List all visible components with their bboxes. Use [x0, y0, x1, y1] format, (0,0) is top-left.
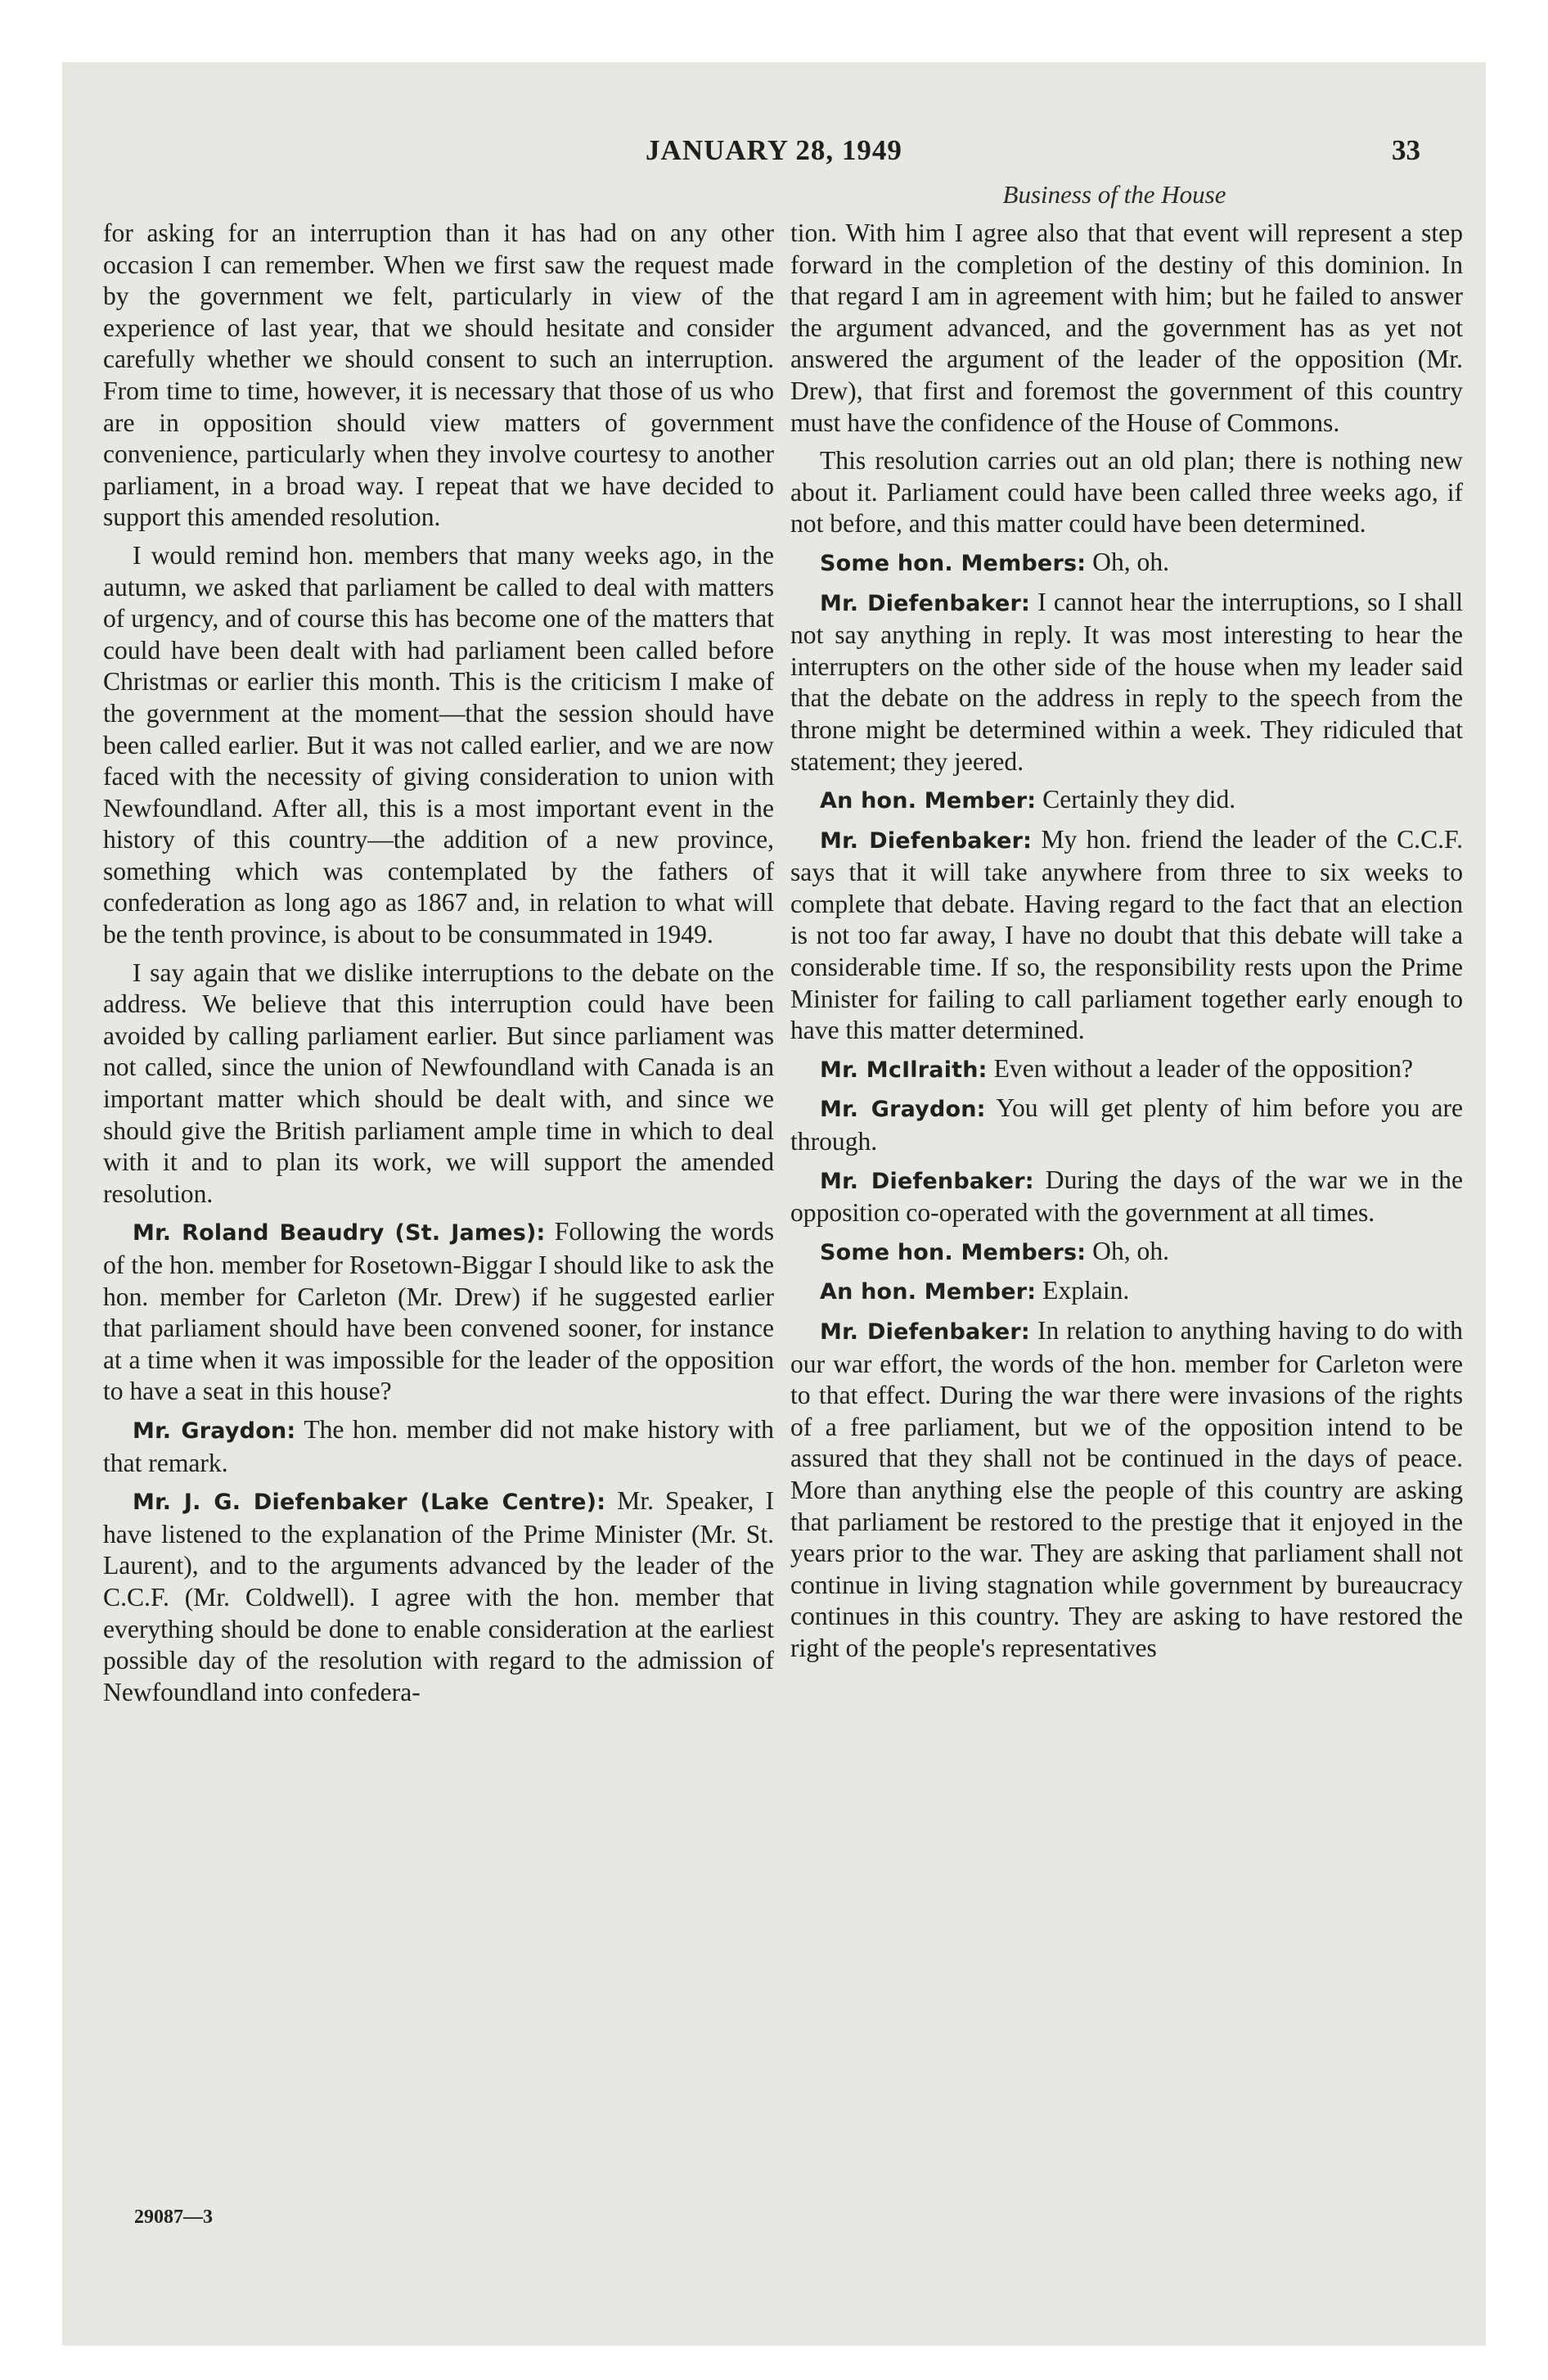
speech-paragraph [790, 1315, 1463, 1665]
speech-text: Oh, oh. [1092, 1236, 1170, 1265]
footer-print-code: 29087—3 [134, 2206, 213, 2228]
speech-paragraph [790, 784, 1463, 818]
speaker-name: Mr. Graydon: [820, 1097, 986, 1123]
speech-paragraph [103, 1485, 774, 1708]
page-header [62, 134, 1486, 175]
speaker-name: Some hon. Members: [820, 1239, 1087, 1265]
speaker-name: Mr. Roland Beaudry (St. James): [133, 1220, 546, 1246]
speech-text: In relation to anything having to do with our war effort, the words of the hon. member for Carleton were to that effect. During the war there were invasions of the rights of a free parliament, but we of the opposition intend to be assured that they shall not be continued in the days of peace. More than anything else the people of this country are asking that parliament be restored to the prestige that it enjoyed in the years prior to the war. They are asking that parliament shall not continue in living stagnation while government by bureaucracy continues in this country. They are asking to have restored the right of the people's representatives [790, 1316, 1463, 1662]
paragraph: I would remind hon. members that many weeks ago, in the autumn, we asked that parliament be called to deal with matters of urgency, and of course this has become one of the matters that could have been dealt with had parliament been called before Christmas or earlier this month. This is the criticism I make of the government at the moment—that the session should have been called earlier. But it was not called earlier, and we are now faced with the necessity of giving consideration to union with Newfoundland. After all, this is a most important event in the history of this country—the addition of a new province, something which was contemplated by the fathers of confederation as long ago as 1867 and, in relation to what will be the tenth province, is about to be consummated in 1949. [103, 540, 774, 949]
speech-text: Explain. [1042, 1276, 1130, 1305]
speaker-name: Mr. Diefenbaker: [820, 590, 1030, 616]
paragraph: for asking for an interruption than it has had on any other occasion I can remember. When we first saw the request made by the government we felt, particularly in view of the experience of last year, that we should hesitate and consider carefully whether we should consent to such an interruption. From time to time, however, it is necessary that those of us who are in opposition should view matters of government convenience, particularly when they involve courtesy to another parliament, in a broad way. I repeat that we have decided to support this amended resolution. [103, 219, 774, 532]
speech-paragraph [790, 824, 1463, 1047]
speech-paragraph [790, 1275, 1463, 1309]
speech-paragraph [103, 1414, 774, 1479]
speech-paragraph [790, 1053, 1463, 1087]
speech-text: During the days of the war we in the opposition co-operated with the government at all times. [790, 1165, 1463, 1228]
paragraph: This resolution carries out an old plan; there is nothing new about it. Parliament could have been called three weeks ago, if not before, and this matter could have been determined. [790, 446, 1463, 539]
speech-text: Even without a leader of the opposition? [993, 1053, 1413, 1083]
speaker-name: Mr. Graydon: [133, 1418, 296, 1444]
speech-paragraph [790, 587, 1463, 778]
speaker-name: Some hon. Members: [820, 550, 1087, 576]
speech-text: My hon. friend the leader of the C.C.F. says that it will take anywhere from three to six weeks to complete that debate. Having regard to the fact that an election is not too far away, I have no doubt that this debate will take a considerable time. If so, the responsibility rests upon the Prime Minister for failing to call parliament together early enough to have this matter determined. [790, 824, 1463, 1045]
speech-text: Mr. Speaker, I have listened to the explanation of the Prime Minister (Mr. St. Laurent), and to the arguments advanced by the leader of the C.C.F. (Mr. Coldwell). I agree with the hon. member that everything should be done to enable consideration at the earliest possible day of the resolution with regard to the admission of Newfoundland into confedera- [103, 1486, 774, 1706]
speaker-name: Mr. Diefenbaker: [820, 827, 1033, 854]
speech-paragraph [103, 1216, 774, 1408]
speaker-name: An hon. Member: [820, 788, 1037, 814]
speaker-name: Mr. J. G. Diefenbaker (Lake Centre): [133, 1490, 606, 1516]
speech-paragraph [790, 1165, 1463, 1229]
page-sheet [62, 62, 1486, 2346]
speaker-name: An hon. Member: [820, 1279, 1037, 1305]
speaker-name: Mr. McIlraith: [820, 1057, 988, 1083]
left-column [103, 218, 774, 1715]
speech-text: Following the words of the hon. member for Rosetown-Biggar I should like to ask the hon. member for Carleton (Mr. Drew) if he suggested earlier that parliament should have been convened sooner, for instance at a time when it was impossible for the leader of the opposition to have a seat in this house? [103, 1217, 774, 1406]
speaker-name: Mr. Diefenbaker: [820, 1168, 1034, 1194]
speech-text: Oh, oh. [1092, 547, 1170, 576]
speaker-name: Mr. Diefenbaker: [820, 1319, 1030, 1345]
right-column [790, 218, 1463, 1671]
speech-paragraph [790, 547, 1463, 580]
speech-paragraph [790, 1236, 1463, 1269]
paragraph: tion. With him I agree also that that event will represent a step forward in the completion of the destiny of this dominion. In that regard I am in agreement with him; but he failed to answer the argument advanced, and the government has as yet not answered the argument of the leader of the opposition (Mr. Drew), that first and foremost the government of this country must have the confidence of the House of Commons. [790, 219, 1463, 437]
page-number: 33 [1392, 134, 1420, 166]
speech-text: The hon. member did not make history with that remark. [103, 1414, 774, 1477]
header-date: JANUARY 28, 1949 [646, 134, 902, 166]
running-head: Business of the House [1002, 180, 1226, 209]
speech-text: I cannot hear the interruptions, so I shall not say anything in reply. It was most interesting to hear the interrupters on the other side of the house when my leader said that the debate on the address in reply to the speech from the throne might be determined within a week. They ridiculed that statement; they jeered. [790, 587, 1463, 776]
paragraph: I say again that we dislike interruptions to the debate on the address. We believe that this interruption could have been avoided by calling parliament earlier. But since parliament was not called, since the union of Newfoundland with Canada is an important matter which should be dealt with, and since we should give the British parliament ample time in which to deal with it and to plan its work, we will support the amended resolution. [103, 958, 774, 1208]
speech-paragraph [790, 1093, 1463, 1157]
speech-text: Certainly they did. [1042, 785, 1236, 814]
speech-text: You will get plenty of him before you are through. [790, 1093, 1463, 1156]
